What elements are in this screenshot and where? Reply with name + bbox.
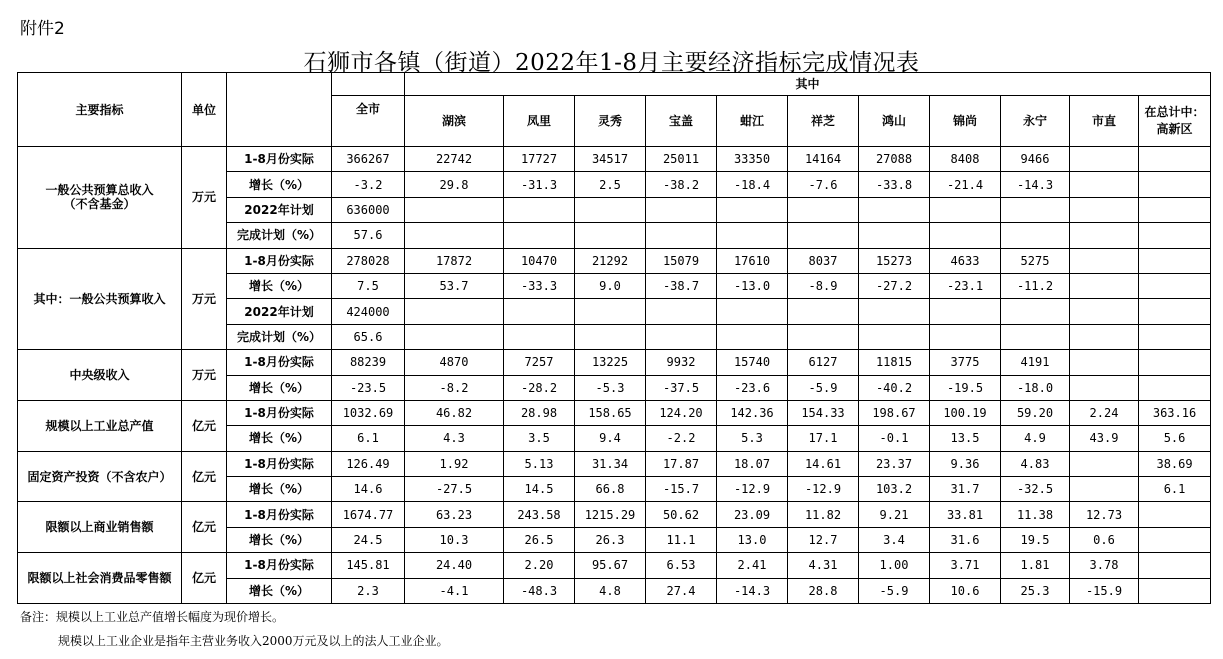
town-value: 1.00 [859, 553, 930, 578]
town-value: 25011 [646, 147, 717, 172]
town-value [1139, 324, 1211, 349]
town-value [930, 324, 1001, 349]
town-value [1139, 299, 1211, 324]
town-value: -8.2 [405, 375, 504, 400]
header-town: 凤里 [504, 96, 575, 147]
town-value: 23.37 [859, 451, 930, 476]
town-value: 33350 [717, 147, 788, 172]
town-value: -48.3 [504, 578, 575, 603]
town-value: 31.7 [930, 477, 1001, 502]
town-value: 53.7 [405, 273, 504, 298]
total-value: 65.6 [332, 324, 405, 349]
table-row [18, 451, 1211, 476]
town-value: 1.92 [405, 451, 504, 476]
town-value: 34517 [575, 147, 646, 172]
town-value: -23.1 [930, 273, 1001, 298]
town-value: 15273 [859, 248, 930, 273]
metric-label: 完成计划（%） [227, 324, 332, 349]
town-value: -21.4 [930, 172, 1001, 197]
table-row [18, 350, 1211, 375]
town-value [930, 197, 1001, 222]
table-row [18, 502, 1211, 527]
town-value: 10.6 [930, 578, 1001, 603]
metric-label: 1-8月份实际 [227, 451, 332, 476]
town-value: 13.5 [930, 426, 1001, 451]
indicator-name: 中央级收入 [18, 350, 182, 401]
town-value: 9932 [646, 350, 717, 375]
town-value: 7257 [504, 350, 575, 375]
town-value: 5.3 [717, 426, 788, 451]
town-value: 27.4 [646, 578, 717, 603]
town-value: 25.3 [1001, 578, 1070, 603]
town-value [859, 197, 930, 222]
town-value [859, 223, 930, 248]
town-value [1139, 273, 1211, 298]
total-value: 126.49 [332, 451, 405, 476]
metric-label: 增长（%） [227, 527, 332, 552]
town-value: 103.2 [859, 477, 930, 502]
town-value [1070, 273, 1139, 298]
town-value: 46.82 [405, 400, 504, 425]
town-value: -4.1 [405, 578, 504, 603]
town-value: 29.8 [405, 172, 504, 197]
town-value: -11.2 [1001, 273, 1070, 298]
metric-label: 增长（%） [227, 273, 332, 298]
page-title: 石狮市各镇（街道）2022年1-8月主要经济指标完成情况表 [303, 50, 920, 76]
indicator-name: 限额以上商业销售额 [18, 502, 182, 553]
town-value [405, 223, 504, 248]
town-value: 17.1 [788, 426, 859, 451]
metric-label: 1-8月份实际 [227, 400, 332, 425]
town-value: 11.82 [788, 502, 859, 527]
town-value [1070, 477, 1139, 502]
header-metric-blank [227, 73, 332, 147]
town-value [1070, 299, 1139, 324]
header-group: 其中 [405, 73, 1211, 96]
town-value: 18.07 [717, 451, 788, 476]
town-value [405, 197, 504, 222]
town-value: 19.5 [1001, 527, 1070, 552]
note-line-2: 规模以上工业企业是指年主营业务收入2000万元及以上的法人工业企业。 [58, 634, 449, 648]
town-value: -37.5 [646, 375, 717, 400]
header-row-1 [18, 73, 1211, 96]
town-value [646, 197, 717, 222]
town-value: 4.9 [1001, 426, 1070, 451]
town-value: 9.0 [575, 273, 646, 298]
town-value: 2.20 [504, 553, 575, 578]
town-value: 11.38 [1001, 502, 1070, 527]
town-value: 4633 [930, 248, 1001, 273]
town-value [1139, 248, 1211, 273]
town-value: -15.7 [646, 477, 717, 502]
town-value: 17727 [504, 147, 575, 172]
town-value [1139, 147, 1211, 172]
total-value: 366267 [332, 147, 405, 172]
town-value: 26.5 [504, 527, 575, 552]
town-value: 38.69 [1139, 451, 1211, 476]
town-value [405, 299, 504, 324]
town-value [788, 324, 859, 349]
indicator-unit: 万元 [182, 147, 227, 249]
town-value: -38.2 [646, 172, 717, 197]
town-value: 100.19 [930, 400, 1001, 425]
town-value: 8037 [788, 248, 859, 273]
town-value [646, 223, 717, 248]
town-value [504, 197, 575, 222]
town-value [1139, 527, 1211, 552]
town-value: 1.81 [1001, 553, 1070, 578]
town-value: 24.40 [405, 553, 504, 578]
town-value [1070, 451, 1139, 476]
town-value: 31.6 [930, 527, 1001, 552]
total-value: 24.5 [332, 527, 405, 552]
town-value: 3775 [930, 350, 1001, 375]
town-value [1070, 197, 1139, 222]
town-value: 12.7 [788, 527, 859, 552]
town-value: 154.33 [788, 400, 859, 425]
town-value: 17872 [405, 248, 504, 273]
town-value: 3.4 [859, 527, 930, 552]
town-value: 33.81 [930, 502, 1001, 527]
total-value: 145.81 [332, 553, 405, 578]
town-value: 43.9 [1070, 426, 1139, 451]
town-value [717, 197, 788, 222]
town-value [575, 197, 646, 222]
town-value [504, 223, 575, 248]
town-value: 142.36 [717, 400, 788, 425]
town-value: 9466 [1001, 147, 1070, 172]
header-town: 锦尚 [930, 96, 1001, 147]
town-value [1001, 299, 1070, 324]
header-town: 鸿山 [859, 96, 930, 147]
header-unit: 单位 [182, 73, 227, 147]
town-value: 2.41 [717, 553, 788, 578]
town-value [1139, 172, 1211, 197]
town-value: 198.67 [859, 400, 930, 425]
town-value: -2.2 [646, 426, 717, 451]
town-value: 17.87 [646, 451, 717, 476]
town-value: 26.3 [575, 527, 646, 552]
town-value: -13.0 [717, 273, 788, 298]
town-value: 14.5 [504, 477, 575, 502]
town-value: 23.09 [717, 502, 788, 527]
total-value: 6.1 [332, 426, 405, 451]
town-value: 50.62 [646, 502, 717, 527]
town-value [646, 299, 717, 324]
town-value [788, 223, 859, 248]
indicator-table [17, 72, 1211, 604]
header-total: 全市 [332, 96, 405, 147]
metric-label: 1-8月份实际 [227, 147, 332, 172]
town-value: 15079 [646, 248, 717, 273]
total-value: 7.5 [332, 273, 405, 298]
header-town: 市直 [1070, 96, 1139, 147]
header-town: 永宁 [1001, 96, 1070, 147]
town-value [717, 223, 788, 248]
town-value [646, 324, 717, 349]
indicator-name: 限额以上社会消费品零售额 [18, 553, 182, 604]
town-value [1070, 172, 1139, 197]
town-value: 2.5 [575, 172, 646, 197]
town-value: 12.73 [1070, 502, 1139, 527]
town-value [1139, 578, 1211, 603]
town-value [1070, 147, 1139, 172]
town-value: 11.1 [646, 527, 717, 552]
total-value: -23.5 [332, 375, 405, 400]
town-value: -31.3 [504, 172, 575, 197]
town-value [1139, 223, 1211, 248]
total-value: 278028 [332, 248, 405, 273]
town-value: 28.8 [788, 578, 859, 603]
town-value: 9.36 [930, 451, 1001, 476]
town-value: 8408 [930, 147, 1001, 172]
town-value: 5275 [1001, 248, 1070, 273]
town-value: -5.9 [788, 375, 859, 400]
town-value: 27088 [859, 147, 930, 172]
indicator-name: 其中：一般公共预算收入 [18, 248, 182, 350]
town-value: 4.83 [1001, 451, 1070, 476]
metric-label: 增长（%） [227, 172, 332, 197]
total-value: 424000 [332, 299, 405, 324]
town-value: 5.6 [1139, 426, 1211, 451]
town-value [1139, 375, 1211, 400]
total-value: -3.2 [332, 172, 405, 197]
town-value: -8.9 [788, 273, 859, 298]
header-total-top [332, 73, 405, 96]
indicator-unit: 亿元 [182, 400, 227, 451]
town-value: 95.67 [575, 553, 646, 578]
metric-label: 完成计划（%） [227, 223, 332, 248]
town-value: 1215.29 [575, 502, 646, 527]
header-town: 蚶江 [717, 96, 788, 147]
town-value: 363.16 [1139, 400, 1211, 425]
town-value: 6.1 [1139, 477, 1211, 502]
total-value: 88239 [332, 350, 405, 375]
town-value: -5.9 [859, 578, 930, 603]
town-value: -14.3 [1001, 172, 1070, 197]
total-value: 1674.77 [332, 502, 405, 527]
town-value: -23.6 [717, 375, 788, 400]
metric-label: 1-8月份实际 [227, 248, 332, 273]
indicator-name: 一般公共预算总收入 （不含基金） [18, 147, 182, 249]
town-value [1139, 350, 1211, 375]
table-row [18, 553, 1211, 578]
town-value: -27.5 [405, 477, 504, 502]
town-value: 243.58 [504, 502, 575, 527]
metric-label: 增长（%） [227, 375, 332, 400]
town-value [1001, 223, 1070, 248]
indicator-name: 固定资产投资（不含农户） [18, 451, 182, 502]
town-value [1139, 502, 1211, 527]
town-value: 15740 [717, 350, 788, 375]
town-value [504, 299, 575, 324]
town-value: 6127 [788, 350, 859, 375]
town-value [405, 324, 504, 349]
town-value [1001, 197, 1070, 222]
attachment-label: 附件2 [20, 19, 65, 39]
town-value [859, 324, 930, 349]
table-row [18, 248, 1211, 273]
header-town: 祥芝 [788, 96, 859, 147]
town-value: 10470 [504, 248, 575, 273]
town-value: 13225 [575, 350, 646, 375]
town-value: -28.2 [504, 375, 575, 400]
indicator-unit: 亿元 [182, 502, 227, 553]
town-value: 14164 [788, 147, 859, 172]
town-value [575, 299, 646, 324]
town-value: 0.6 [1070, 527, 1139, 552]
town-value: 4.8 [575, 578, 646, 603]
total-value: 636000 [332, 197, 405, 222]
town-value: -15.9 [1070, 578, 1139, 603]
town-value [1001, 324, 1070, 349]
table-row [18, 147, 1211, 172]
town-value: 5.13 [504, 451, 575, 476]
town-value [575, 324, 646, 349]
town-value: -12.9 [788, 477, 859, 502]
town-value [788, 299, 859, 324]
town-value: 3.71 [930, 553, 1001, 578]
town-value: 158.65 [575, 400, 646, 425]
header-town: 湖滨 [405, 96, 504, 147]
town-value [504, 324, 575, 349]
town-value: 4.3 [405, 426, 504, 451]
town-value: 6.53 [646, 553, 717, 578]
town-value [717, 299, 788, 324]
metric-label: 2022年计划 [227, 197, 332, 222]
metric-label: 增长（%） [227, 426, 332, 451]
town-value: -33.8 [859, 172, 930, 197]
town-value: -38.7 [646, 273, 717, 298]
town-value: 13.0 [717, 527, 788, 552]
town-value [1070, 248, 1139, 273]
header-town: 宝盖 [646, 96, 717, 147]
town-value: -5.3 [575, 375, 646, 400]
town-value [930, 299, 1001, 324]
metric-label: 增长（%） [227, 477, 332, 502]
town-value: 22742 [405, 147, 504, 172]
table-row [18, 400, 1211, 425]
town-value: 28.98 [504, 400, 575, 425]
indicator-unit: 亿元 [182, 451, 227, 502]
town-value [1139, 553, 1211, 578]
note-line-1: 备注：规模以上工业总产值增长幅度为现价增长。 [20, 610, 285, 624]
town-value: -0.1 [859, 426, 930, 451]
town-value: -19.5 [930, 375, 1001, 400]
town-value: 4870 [405, 350, 504, 375]
notes [20, 608, 449, 648]
town-value: 3.78 [1070, 553, 1139, 578]
town-value: -14.3 [717, 578, 788, 603]
town-value: 4.31 [788, 553, 859, 578]
header-town: 灵秀 [575, 96, 646, 147]
town-value: 14.61 [788, 451, 859, 476]
town-value [1070, 350, 1139, 375]
indicator-unit: 万元 [182, 248, 227, 350]
town-value [930, 223, 1001, 248]
town-value: 66.8 [575, 477, 646, 502]
metric-label: 1-8月份实际 [227, 502, 332, 527]
town-value: -33.3 [504, 273, 575, 298]
town-value [1070, 324, 1139, 349]
town-value: -27.2 [859, 273, 930, 298]
total-value: 57.6 [332, 223, 405, 248]
town-value: 11815 [859, 350, 930, 375]
metric-label: 增长（%） [227, 578, 332, 603]
metric-label: 1-8月份实际 [227, 553, 332, 578]
total-value: 2.3 [332, 578, 405, 603]
town-value: 63.23 [405, 502, 504, 527]
town-value [1070, 375, 1139, 400]
town-value: 10.3 [405, 527, 504, 552]
total-value: 1032.69 [332, 400, 405, 425]
town-value: 2.24 [1070, 400, 1139, 425]
header-indicator: 主要指标 [18, 73, 182, 147]
town-value: 31.34 [575, 451, 646, 476]
town-value: 9.4 [575, 426, 646, 451]
town-value: -18.4 [717, 172, 788, 197]
town-value [859, 299, 930, 324]
town-value: 21292 [575, 248, 646, 273]
metric-label: 1-8月份实际 [227, 350, 332, 375]
town-value: -18.0 [1001, 375, 1070, 400]
town-value [1139, 197, 1211, 222]
indicator-unit: 万元 [182, 350, 227, 401]
town-value: 59.20 [1001, 400, 1070, 425]
total-value: 14.6 [332, 477, 405, 502]
town-value: -7.6 [788, 172, 859, 197]
town-value [575, 223, 646, 248]
town-value: 124.20 [646, 400, 717, 425]
header-town: 在总计中： 高新区 [1139, 96, 1211, 147]
town-value: 4191 [1001, 350, 1070, 375]
indicator-unit: 亿元 [182, 553, 227, 604]
town-value: -32.5 [1001, 477, 1070, 502]
town-value [717, 324, 788, 349]
town-value: 17610 [717, 248, 788, 273]
town-value: 3.5 [504, 426, 575, 451]
town-value [788, 197, 859, 222]
metric-label: 2022年计划 [227, 299, 332, 324]
town-value: -40.2 [859, 375, 930, 400]
town-value: 9.21 [859, 502, 930, 527]
town-value: -12.9 [717, 477, 788, 502]
town-value [1070, 223, 1139, 248]
indicator-name: 规模以上工业总产值 [18, 400, 182, 451]
